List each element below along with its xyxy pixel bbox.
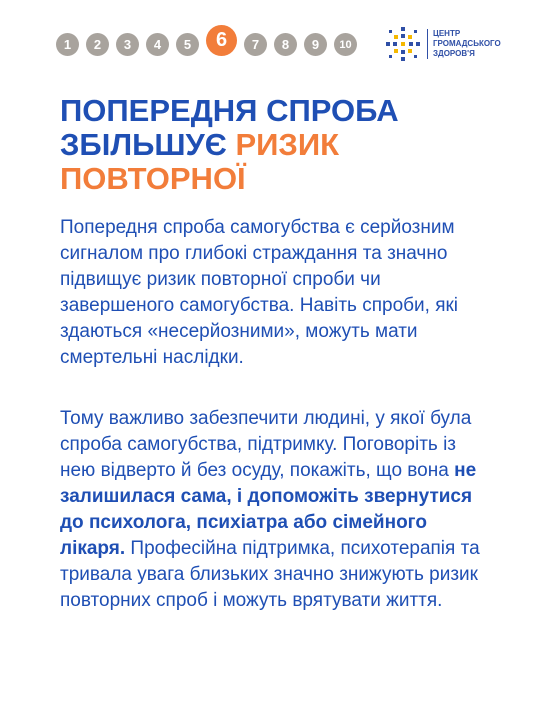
page-dot: 10: [334, 33, 357, 56]
public-health-center-emblem-icon: [385, 26, 421, 62]
organization-logo: [385, 26, 501, 62]
page-dot: 1: [56, 33, 79, 56]
page-dot: 4: [146, 33, 169, 56]
page-dot: 7: [244, 33, 267, 56]
paragraph-text: Професійна підтримка, психотерапія та тривала увага близьких значно знижують ризик повторних спроб і можуть врятувати життя.: [60, 538, 480, 611]
paragraph-text: Тому важливо забезпечити людині, у якої була спроба самогубства, підтримку. Поговоріть із нею відверто й без осуду, покажіть, що вона: [60, 408, 472, 481]
page-dot: 8: [274, 33, 297, 56]
body-paragraph-1: Попередня спроба самогубства є серйозним сигналом про глибокі страждання та значно підвищує ризик повторної спроби чи завершеного самогубства. Навіть спроби, які здаються «несерйозними», можуть мати смертельні наслідки.: [60, 217, 459, 368]
logo-text: [433, 29, 501, 59]
title-highlight: ПОВТОРНОЇ: [60, 161, 246, 196]
paragraph-bold-text: не залишилася сама, і допоможіть звернутися до психолога, психіатра або сімейного лікаря.: [60, 460, 477, 559]
page-title: [60, 94, 500, 196]
logo-divider: [427, 29, 428, 59]
body-paragraph-2: [60, 406, 490, 614]
title-highlight: РИЗИК: [235, 127, 340, 162]
page-dot: 9: [304, 33, 327, 56]
logo-text-line: ЦЕНТР: [433, 29, 461, 38]
page-dot: 3: [116, 33, 139, 56]
page-indicator: [56, 28, 364, 56]
page-dot-current: 6: [206, 25, 237, 56]
title-line-2: ЗБІЛЬШУЄ: [60, 127, 227, 162]
logo-text-line: ГРОМАДСЬКОГО: [433, 39, 501, 48]
logo-text-line: ЗДОРОВ'Я: [433, 49, 475, 58]
title-line-1: ПОПЕРЕДНЯ СПРОБА: [60, 93, 399, 128]
page-dot: 5: [176, 33, 199, 56]
page-dot: 2: [86, 33, 109, 56]
